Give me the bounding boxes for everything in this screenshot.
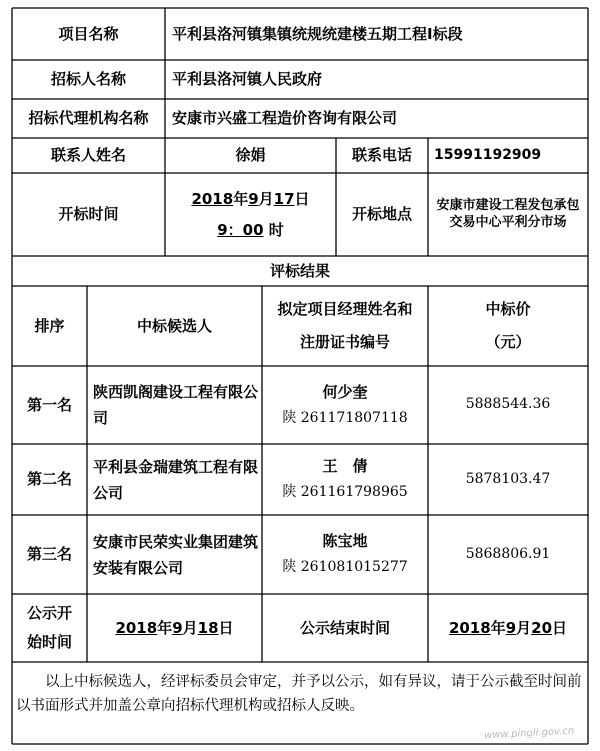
open-place-value: 安康市建设工程发包承包交易中心平利分市场 bbox=[436, 198, 580, 230]
result-cert-1: 陕 261171807118 bbox=[282, 409, 408, 426]
pub-end-month: 9 bbox=[505, 618, 517, 637]
pub-start-year-unit: 年 bbox=[157, 618, 173, 637]
open-date-year: 2018 bbox=[191, 189, 234, 208]
result-cert-2: 陕 261161798965 bbox=[282, 484, 408, 501]
open-date-line bbox=[191, 190, 309, 209]
result-price-2: 5878103.47 bbox=[465, 470, 551, 487]
open-clock-unit: 时 bbox=[268, 220, 284, 239]
result-manager-2 bbox=[262, 444, 428, 515]
project-name-value: 平利县洛河镇集镇统规统建楼五期工程Ⅰ标段 bbox=[172, 24, 463, 43]
contact-name-value: 徐娟 bbox=[235, 146, 266, 165]
watermark: www.pingli.gov.cn bbox=[483, 725, 575, 742]
pub-start-day-unit: 日 bbox=[218, 618, 234, 637]
result-candidate-2: 平利县金瑞建筑工程有限公司 bbox=[93, 457, 259, 502]
result-candidate-1: 陕西凯阁建设工程有限公司 bbox=[93, 383, 259, 427]
result-header: 评标结果 bbox=[269, 261, 330, 280]
col-price-header bbox=[428, 286, 588, 366]
open-time-label: 开标时间 bbox=[58, 205, 119, 224]
result-manager-3 bbox=[262, 515, 428, 594]
contact-phone-value: 15991192909 bbox=[434, 146, 542, 163]
pub-start-day: 18 bbox=[197, 618, 219, 637]
pub-end-label: 公示结束时间 bbox=[299, 618, 390, 637]
agency-label: 招标代理机构名称 bbox=[28, 109, 149, 128]
result-price-1: 5888544.36 bbox=[465, 396, 551, 413]
pub-end-year-unit: 年 bbox=[490, 618, 506, 637]
pub-start-month-unit: 月 bbox=[182, 618, 198, 637]
pub-end-year: 2018 bbox=[448, 618, 491, 637]
objection-note: 以上中标候选人，经评标委员会审定，并予以公示，如有异议，请于公示截至时间前以书面形式并加盖公章向招标代理机构或招标人反映。 bbox=[16, 674, 582, 714]
pub-start-label-l2: 始时间 bbox=[26, 633, 72, 651]
pub-start-month: 9 bbox=[172, 618, 183, 637]
pub-end-day-unit: 日 bbox=[552, 618, 568, 637]
col-price-header-l1: 中标价 bbox=[485, 300, 531, 319]
result-cert-3: 陕 261081015277 bbox=[282, 559, 408, 576]
pub-start-label-l1: 公示开 bbox=[26, 604, 72, 623]
col-candidate-header: 中标候选人 bbox=[136, 316, 212, 335]
contact-name-label: 联系人姓名 bbox=[50, 146, 126, 165]
result-manager-1 bbox=[262, 366, 428, 444]
open-time-value bbox=[165, 173, 336, 256]
result-manager-name-3: 陈宝地 bbox=[322, 532, 368, 551]
open-clock-time: 9：00 bbox=[217, 220, 264, 239]
result-manager-name-2: 王 倩 bbox=[322, 457, 368, 476]
tenderer-value: 平利县洛河镇人民政府 bbox=[172, 70, 323, 89]
contact-phone-label: 联系电话 bbox=[351, 146, 412, 165]
open-date-day: 17 bbox=[273, 189, 295, 208]
tenderer-label: 招标人名称 bbox=[50, 70, 126, 89]
open-date-month: 9 bbox=[248, 189, 259, 208]
pub-start-label bbox=[12, 594, 87, 662]
pub-end-value bbox=[428, 594, 588, 662]
result-price-3: 5868806.91 bbox=[465, 545, 551, 562]
result-rank-1: 第一名 bbox=[26, 395, 72, 414]
open-date-month-unit: 月 bbox=[258, 189, 274, 208]
pub-end-day: 20 bbox=[531, 618, 553, 637]
result-manager-name-1: 何少奎 bbox=[322, 382, 368, 401]
pub-start-year: 2018 bbox=[115, 618, 158, 637]
agency-value: 安康市兴盛工程造价咨询有限公司 bbox=[172, 109, 398, 128]
open-date-year-unit: 年 bbox=[233, 189, 249, 208]
pub-end-month-unit: 月 bbox=[516, 618, 532, 637]
result-candidate-3: 安康市民荣实业集团建筑安装有限公司 bbox=[93, 532, 259, 577]
result-rank-2: 第二名 bbox=[26, 470, 72, 489]
col-manager-header bbox=[262, 286, 428, 366]
project-name-label: 项目名称 bbox=[58, 24, 119, 43]
col-manager-header-l1: 拟定项目经理姓名和 bbox=[277, 300, 413, 319]
col-manager-header-l2: 注册证书编号 bbox=[299, 333, 390, 351]
col-price-header-l2: （元） bbox=[485, 333, 531, 351]
pub-start-value bbox=[87, 594, 262, 662]
open-clock-line bbox=[217, 221, 284, 240]
col-rank-header: 排序 bbox=[34, 316, 65, 335]
open-place-label: 开标地点 bbox=[351, 205, 412, 224]
result-rank-3: 第三名 bbox=[26, 545, 72, 564]
open-date-day-unit: 日 bbox=[294, 189, 310, 208]
